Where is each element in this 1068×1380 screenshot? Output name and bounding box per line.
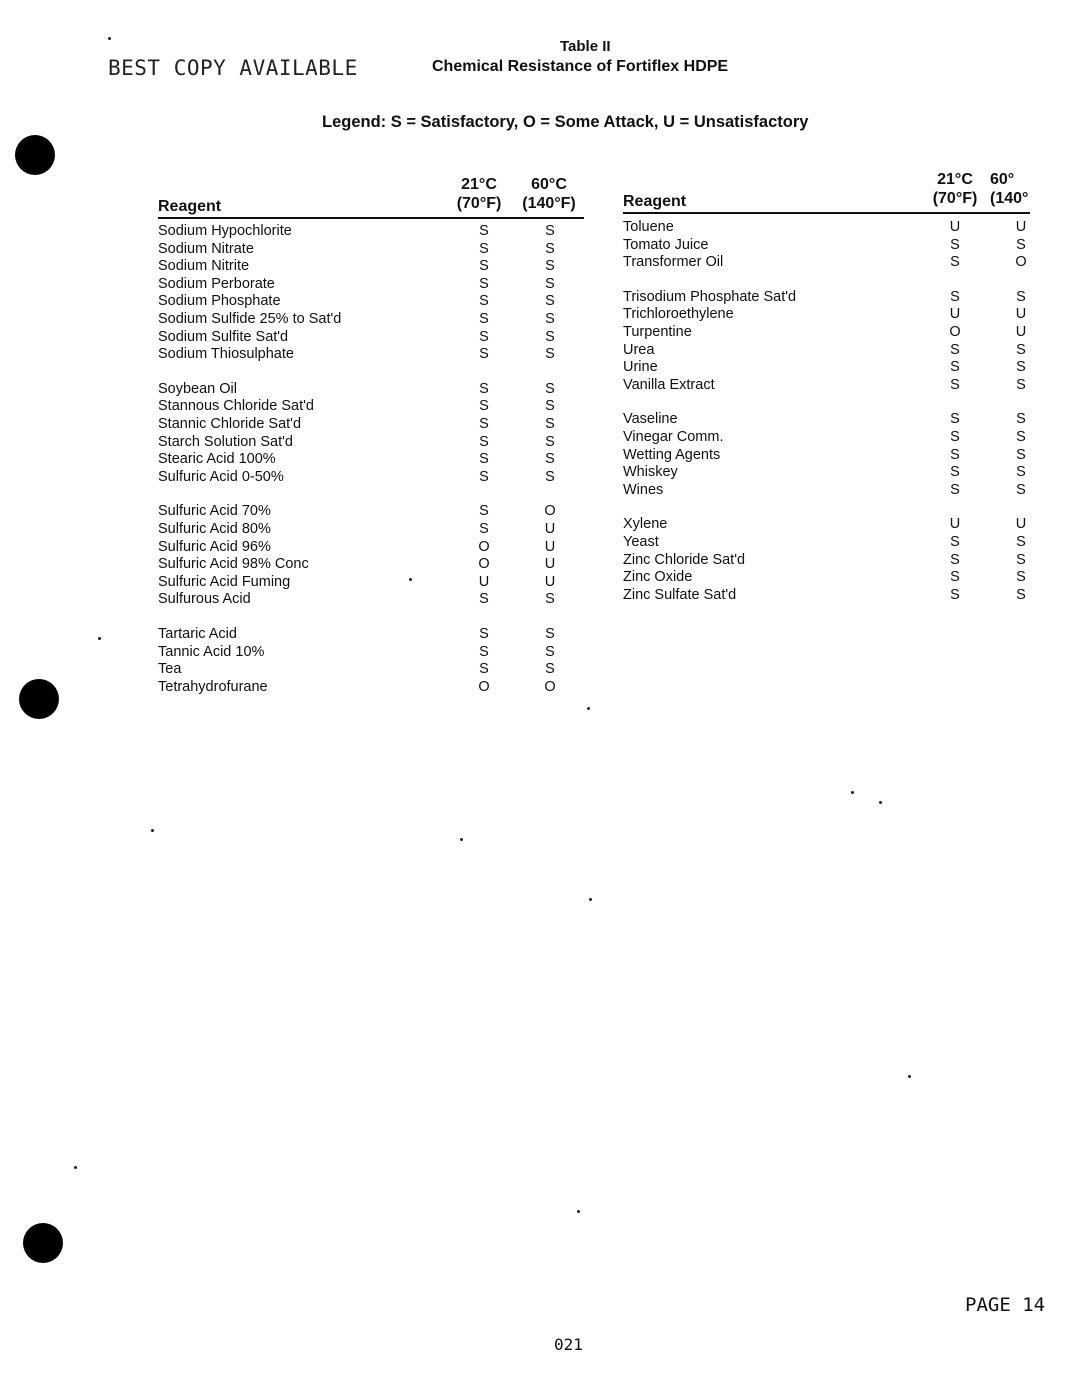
reagent-name: Vinegar Comm. (623, 429, 724, 445)
reagent-name: Tannic Acid 10% (158, 643, 265, 660)
rating-60c: O (544, 678, 556, 695)
rating-60c: O (544, 503, 556, 520)
reagent-name: Trichloroethylene (623, 306, 734, 323)
rating-60c: S (1016, 288, 1026, 305)
reagent-name: Sodium Nitrite (158, 258, 250, 275)
reagent-name: Stannous Chloride Sat'd (158, 398, 314, 415)
rating-60c: S (545, 626, 555, 642)
rating-60c: S (545, 223, 555, 239)
rating-21c: O (478, 556, 490, 573)
scan-speck (879, 801, 882, 804)
col-60c-header (514, 175, 584, 213)
rating-21c: U (949, 219, 961, 235)
rating-21c: S (479, 468, 489, 485)
table-number: Table II (560, 38, 611, 55)
col-60c-celsius: 60°C (531, 176, 567, 193)
scan-speck (908, 1075, 911, 1078)
rating-21c: S (479, 346, 489, 363)
rating-21c: S (479, 433, 489, 450)
scan-speck (587, 707, 590, 710)
reagent-name: Wines (623, 481, 664, 498)
rating-60c: S (1016, 236, 1026, 253)
reagent-name: Tea (158, 661, 182, 678)
rating-60c: S (1016, 429, 1026, 445)
rating-21c: S (479, 398, 489, 415)
rating-60c: S (1016, 359, 1026, 376)
reagent-name: Sodium Sulfide 25% to Sat'd (158, 311, 342, 327)
rating-60c: U (1015, 306, 1027, 323)
reagent-name: Sodium Hypochlorite (158, 223, 292, 239)
reagent-name: Wetting Agents (623, 446, 721, 463)
reagent-name: Sulfuric Acid 96% (158, 538, 271, 555)
reagent-name: Tartaric Acid (158, 626, 237, 642)
rating-60c: S (545, 591, 555, 608)
rating-60c: S (545, 293, 555, 310)
reagent-name: Vanilla Extract (623, 376, 715, 393)
punch-hole-middle (19, 679, 59, 719)
col-60c-celsius: 60° (990, 171, 1015, 188)
rating-21c: S (950, 359, 960, 376)
rating-21c: S (950, 551, 960, 568)
page-label: PAGE 14 (965, 1294, 1046, 1316)
header-rule (623, 212, 1030, 214)
rating-21c: S (479, 275, 489, 292)
rating-60c: S (1016, 411, 1026, 428)
col-21c-fahrenheit: (70°F) (932, 190, 978, 207)
punch-hole-bottom (23, 1223, 63, 1263)
left-resistance-table (158, 172, 588, 712)
rating-21c: S (479, 451, 489, 468)
scan-speck (74, 1166, 77, 1169)
rating-60c: S (545, 258, 555, 275)
best-copy-stamp: BEST COPY AVAILABLE (108, 56, 358, 80)
col-21c-header (920, 170, 990, 208)
rating-21c: S (950, 534, 960, 550)
rating-21c: S (479, 328, 489, 345)
rating-60c: S (545, 311, 555, 327)
rating-21c: S (479, 223, 489, 239)
rating-60c: S (545, 240, 555, 257)
col-60c-fahrenheit: (140° (990, 190, 1029, 207)
reagent-name: Sodium Phosphate (158, 293, 281, 310)
reagent-name: Urea (623, 341, 655, 358)
rating-60c: S (1016, 481, 1026, 498)
rating-60c: S (1016, 446, 1026, 463)
scan-speck (108, 37, 111, 40)
rating-60c: S (545, 346, 555, 363)
scan-speck (98, 637, 101, 640)
reagent-header: Reagent (158, 198, 222, 215)
rating-60c: U (544, 573, 556, 590)
reagent-name: Starch Solution Sat'd (158, 433, 293, 450)
col-60c-header (990, 170, 1035, 208)
rating-21c: S (950, 254, 960, 271)
rating-21c: S (479, 643, 489, 660)
rating-21c: S (479, 380, 489, 397)
rating-21c: S (479, 258, 489, 275)
rating-60c: S (1016, 551, 1026, 568)
rating-60c: S (545, 380, 555, 397)
rating-60c: O (1015, 254, 1027, 271)
rating-60c: S (545, 433, 555, 450)
col-21c-celsius: 21°C (937, 171, 973, 188)
reagent-name: Sulfuric Acid 80% (158, 521, 271, 537)
scan-speck (460, 838, 463, 841)
rating-21c: S (950, 569, 960, 586)
rating-60c: S (1016, 569, 1026, 586)
reagent-name: Whiskey (623, 464, 678, 481)
rating-60c: S (545, 416, 555, 432)
rating-21c: S (479, 311, 489, 327)
rating-21c: S (479, 416, 489, 432)
scan-speck (577, 1210, 580, 1213)
reagent-name: Sodium Nitrate (158, 240, 254, 257)
reagent-name: Sulfuric Acid Fuming (158, 573, 291, 590)
legend: Legend: S = Satisfactory, O = Some Attack, U = Unsatisfactory (322, 113, 809, 131)
rating-21c: S (479, 503, 489, 520)
punch-hole-top (15, 135, 55, 175)
rating-21c: O (478, 678, 490, 695)
rating-60c: S (545, 643, 555, 660)
rating-21c: S (950, 288, 960, 305)
rating-60c: S (545, 451, 555, 468)
rating-60c: U (1015, 324, 1027, 340)
footer-page-number: 021 (554, 1335, 583, 1354)
rating-21c: S (479, 661, 489, 678)
rating-60c: U (544, 556, 556, 573)
scan-speck (851, 791, 854, 794)
rating-60c: S (1016, 464, 1026, 481)
rating-21c: S (479, 293, 489, 310)
reagent-name: Tetrahydrofurane (158, 678, 268, 695)
rating-21c: S (950, 464, 960, 481)
rating-21c: S (950, 236, 960, 253)
reagent-name: Sodium Perborate (158, 275, 275, 292)
rating-21c: S (479, 591, 489, 608)
reagent-name: Zinc Sulfate Sat'd (623, 586, 737, 603)
table-title: Chemical Resistance of Fortiflex HDPE (432, 58, 729, 75)
rating-21c: S (950, 411, 960, 428)
rating-21c: S (950, 376, 960, 393)
rating-21c: S (950, 341, 960, 358)
reagent-header: Reagent (623, 193, 687, 210)
reagent-name: Sulfuric Acid 98% Conc (158, 556, 309, 573)
rating-60c: S (1016, 534, 1026, 550)
reagent-name: Sulfuric Acid 0-50% (158, 468, 284, 485)
reagent-name: Stannic Chloride Sat'd (158, 416, 302, 432)
rating-60c: U (1015, 219, 1027, 235)
rating-21c: S (479, 626, 489, 642)
reagent-name: Urine (623, 359, 658, 376)
rating-60c: S (1016, 341, 1026, 358)
rating-60c: S (545, 468, 555, 485)
rating-21c: U (949, 306, 961, 323)
col-60c-fahrenheit: (140°F) (522, 195, 576, 212)
rating-21c: O (478, 538, 490, 555)
reagent-name: Yeast (623, 534, 659, 550)
reagent-name: Sodium Thiosulphate (158, 346, 294, 363)
reagent-name: Sulfurous Acid (158, 591, 251, 608)
rating-21c: S (950, 481, 960, 498)
reagent-name: Turpentine (623, 324, 692, 340)
rating-21c: S (479, 240, 489, 257)
rating-21c: S (950, 446, 960, 463)
scan-speck (151, 829, 154, 832)
reagent-name: Tomato Juice (623, 236, 709, 253)
scan-speck (589, 898, 592, 901)
col-21c-celsius: 21°C (461, 176, 497, 193)
reagent-name: Sodium Sulfite Sat'd (158, 328, 289, 345)
rating-60c: U (1015, 516, 1027, 533)
header-rule (158, 217, 584, 219)
col-21c-fahrenheit: (70°F) (456, 195, 502, 212)
rating-60c: S (1016, 586, 1026, 603)
rating-21c: U (949, 516, 961, 533)
rating-60c: S (545, 275, 555, 292)
rating-21c: S (950, 586, 960, 603)
rating-21c: S (950, 429, 960, 445)
reagent-name: Transformer Oil (623, 254, 724, 271)
rating-21c: O (949, 324, 961, 340)
rating-60c: S (545, 661, 555, 678)
reagent-name: Zinc Chloride Sat'd (623, 551, 746, 568)
rating-21c: U (478, 573, 490, 590)
rating-60c: U (544, 538, 556, 555)
reagent-name: Toluene (623, 219, 674, 235)
right-resistance-table (623, 168, 1063, 618)
rating-60c: S (545, 398, 555, 415)
rating-60c: U (544, 521, 556, 537)
rating-60c: S (545, 328, 555, 345)
reagent-name: Vaseline (623, 411, 678, 428)
reagent-name: Xylene (623, 516, 668, 533)
reagent-name: Trisodium Phosphate Sat'd (623, 288, 797, 305)
scan-speck (409, 578, 412, 581)
rating-21c: S (479, 521, 489, 537)
col-21c-header (444, 175, 514, 213)
reagent-name: Zinc Oxide (623, 569, 693, 586)
rating-60c: S (1016, 376, 1026, 393)
reagent-name: Sulfuric Acid 70% (158, 503, 271, 520)
reagent-name: Stearic Acid 100% (158, 451, 276, 468)
reagent-name: Soybean Oil (158, 380, 237, 397)
